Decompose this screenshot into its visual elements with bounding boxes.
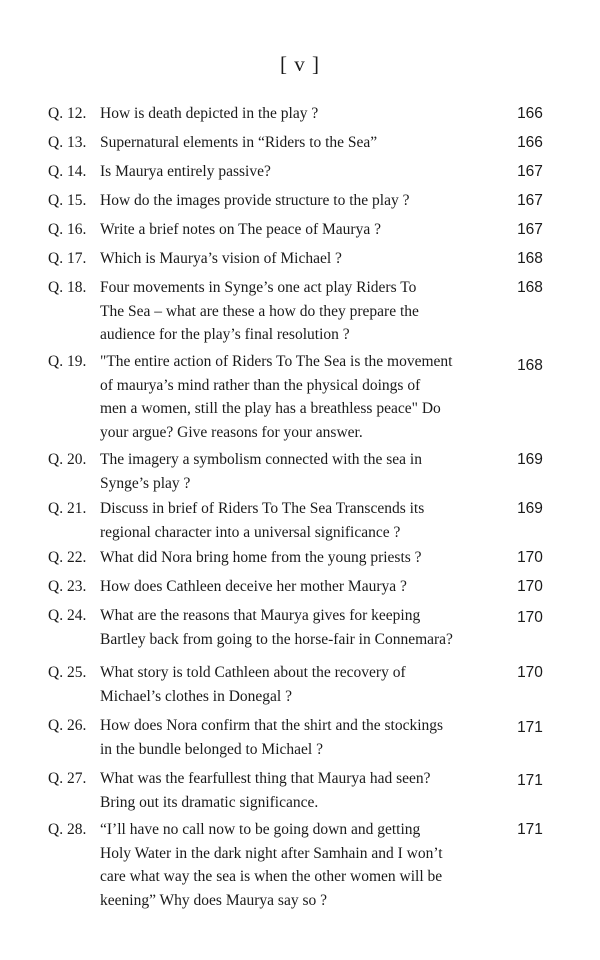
question-number: Q. 28. [48, 821, 87, 838]
question-number: Q. 21. [48, 500, 87, 517]
question-text-line: your argue? Give reasons for your answer. [100, 423, 363, 441]
question-text-line: How does Cathleen deceive her mother Maurya ? [100, 578, 407, 595]
question-text-line: keening” Why does Maurya say so ? [100, 891, 327, 909]
question-text-line: Four movements in Synge’s one act play Riders To [100, 279, 417, 296]
page-numeral: [ v ] [280, 52, 320, 76]
question-number: Q. 19. [48, 353, 87, 370]
question-text-line: The imagery a symbolism connected with the sea in [100, 451, 422, 468]
page-number: 170 [517, 609, 543, 626]
question-text-line: "The entire action of Riders To The Sea is the movement [100, 353, 453, 370]
question-text-line: in the bundle belonged to Michael ? [100, 740, 323, 758]
question-text [100, 448, 456, 495]
question-text-line: What did Nora bring home from the young priests ? [100, 549, 422, 566]
question-number: Q. 24. [48, 607, 87, 624]
page-number: 170 [517, 578, 543, 595]
question-text-line: Synge’s play ? [100, 474, 191, 492]
question-text-line: men a women, still the play has a breathless peace" Do [100, 400, 441, 417]
question-number: Q. 12. [48, 105, 87, 122]
question-text [100, 714, 456, 761]
question-text-line: Is Maurya entirely passive? [100, 163, 271, 180]
question-text-line: Discuss in brief of Riders To The Sea Transcends its [100, 500, 425, 517]
question-text-line: The Sea – what are these a how do they prepare the [100, 302, 419, 320]
question-text-line: audience for the play’s final resolution ? [100, 326, 350, 343]
question-text [100, 218, 456, 242]
question-text-line: of maurya’s mind rather than the physical doings of [100, 376, 421, 394]
question-number: Q. 16. [48, 221, 87, 238]
question-text-line: care what way the sea is when the other women will be [100, 868, 443, 885]
question-text [100, 350, 456, 444]
page-number: 170 [517, 664, 543, 681]
question-text [100, 102, 456, 126]
question-text [100, 276, 456, 347]
page-number: 167 [517, 163, 543, 180]
page-number: 168 [517, 250, 543, 267]
question-number: Q. 25. [48, 664, 87, 681]
question-number: Q. 18. [48, 279, 87, 296]
question-text [100, 131, 456, 155]
question-text [100, 604, 456, 651]
page-number: 167 [517, 192, 543, 209]
question-number: Q. 13. [48, 134, 87, 151]
question-text-line: “I’ll have no call now to be going down and getting [100, 821, 421, 838]
question-number: Q. 27. [48, 770, 87, 787]
question-text-line: What are the reasons that Maurya gives for keeping [100, 607, 421, 624]
question-text [100, 767, 456, 814]
question-number: Q. 23. [48, 578, 87, 595]
question-text-line: How is death depicted in the play ? [100, 105, 319, 122]
question-text [100, 661, 456, 708]
page-number: 168 [517, 279, 543, 296]
question-number: Q. 15. [48, 192, 87, 209]
question-text-line: What was the fearfullest thing that Maurya had seen? [100, 770, 431, 787]
question-text-line: Supernatural elements in “Riders to the Sea” [100, 134, 378, 151]
question-text [100, 497, 456, 544]
page-number: 171 [517, 821, 543, 838]
question-number: Q. 17. [48, 250, 87, 267]
question-text-line: How do the images provide structure to the play ? [100, 192, 410, 209]
question-text-line: What story is told Cathleen about the recovery of [100, 664, 406, 681]
question-text-line: Bartley back from going to the horse-fair in Connemara? [100, 630, 453, 648]
question-text [100, 575, 456, 599]
question-text-line: Bring out its dramatic significance. [100, 793, 319, 811]
question-text-line: Michael’s clothes in Donegal ? [100, 687, 292, 705]
question-text-line: Which is Maurya’s vision of Michael ? [100, 250, 342, 267]
question-text [100, 160, 456, 184]
question-text [100, 818, 456, 912]
question-number: Q. 26. [48, 717, 87, 734]
page-number: 166 [517, 134, 543, 151]
page-number: 167 [517, 221, 543, 238]
question-text [100, 247, 456, 271]
page-number: 171 [517, 772, 543, 789]
question-text-line: How does Nora confirm that the shirt and the stockings [100, 717, 444, 734]
page-number: 170 [517, 549, 543, 566]
question-text [100, 546, 456, 570]
page-number: 169 [517, 451, 543, 468]
question-text-line: regional character into a universal significance ? [100, 523, 401, 541]
page-number: 166 [517, 105, 543, 122]
question-text [100, 189, 456, 213]
question-number: Q. 22. [48, 549, 87, 566]
page-number: 168 [517, 357, 543, 374]
question-number: Q. 14. [48, 163, 87, 180]
question-number: Q. 20. [48, 451, 87, 468]
question-text-line: Write a brief notes on The peace of Maurya ? [100, 221, 381, 238]
page-number: 171 [517, 719, 543, 736]
page-number: 169 [517, 500, 543, 517]
question-text-line: Holy Water in the dark night after Samhain and I won’t [100, 844, 443, 862]
